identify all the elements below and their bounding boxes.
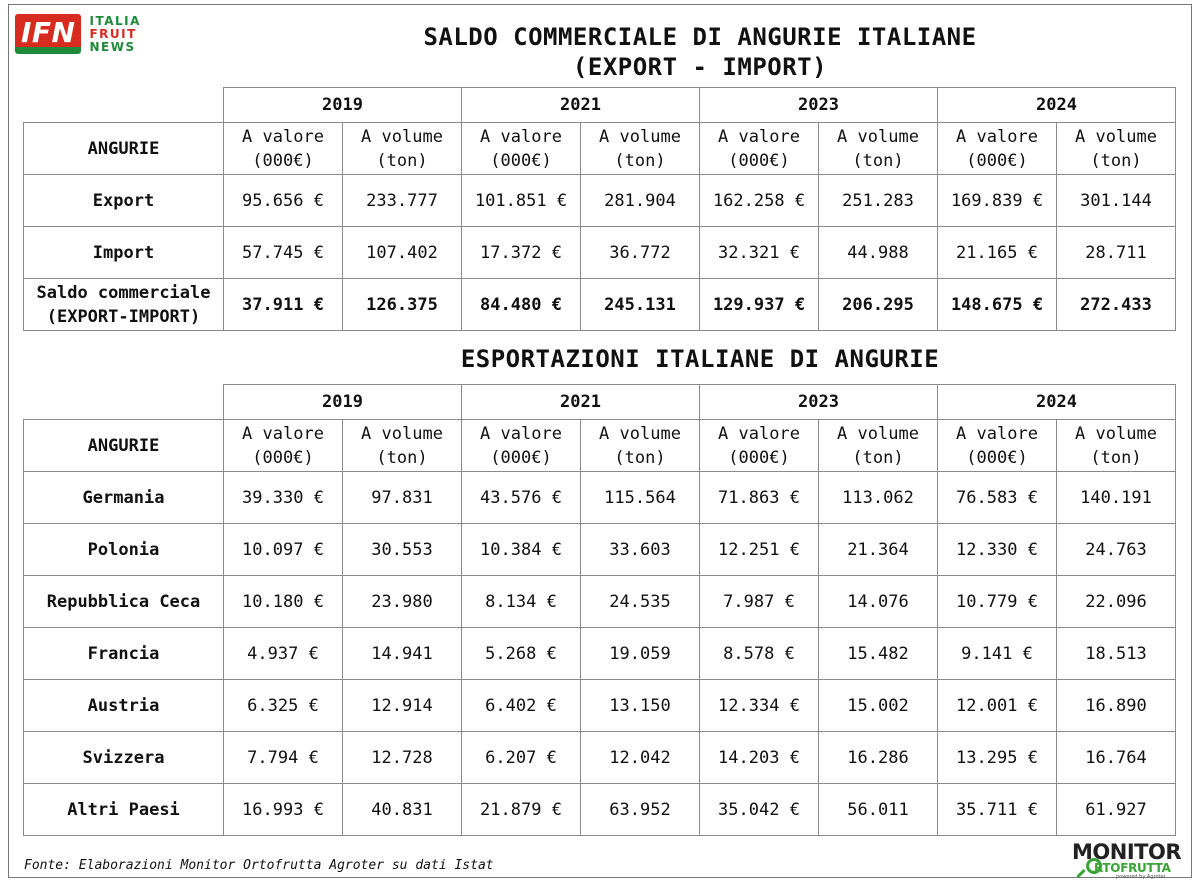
volume-cell: 24.535: [581, 576, 700, 628]
value-cell: 43.576 €: [462, 472, 581, 524]
value-cell: 76.583 €: [938, 472, 1057, 524]
monitor-logo-line3: powered by Agroter: [1116, 874, 1166, 880]
volume-cell: 33.603: [581, 524, 700, 576]
exports-by-country-table: [23, 384, 1176, 836]
value-cell: 35.042 €: [700, 784, 819, 836]
volume-cell: 21.364: [819, 524, 938, 576]
row-label: Austria: [24, 680, 224, 732]
volume-cell: 113.062: [819, 472, 938, 524]
value-cell: 148.675 €: [938, 279, 1057, 331]
trade-balance-title: [300, 22, 1100, 82]
row-label: Svizzera: [24, 732, 224, 784]
volume-header: A volume (ton): [819, 420, 938, 472]
value-cell: 6.207 €: [462, 732, 581, 784]
value-cell: 5.268 €: [462, 628, 581, 680]
measure-header-row: [24, 420, 1176, 472]
trade-balance-table: [23, 87, 1176, 331]
value-cell: 10.180 €: [224, 576, 343, 628]
value-cell: 35.711 €: [938, 784, 1057, 836]
measure-header-row: [24, 123, 1176, 175]
exports-title: ESPORTAZIONI ITALIANE DI ANGURIE: [460, 345, 940, 373]
value-cell: 101.851 €: [462, 175, 581, 227]
volume-cell: 18.513: [1057, 628, 1176, 680]
year-header: 2021: [462, 385, 700, 420]
value-cell: 9.141 €: [938, 628, 1057, 680]
table-row: [24, 472, 1176, 524]
value-cell: 12.330 €: [938, 524, 1057, 576]
volume-cell: 44.988: [819, 227, 938, 279]
value-cell: 162.258 €: [700, 175, 819, 227]
volume-cell: 126.375: [343, 279, 462, 331]
volume-cell: 272.433: [1057, 279, 1176, 331]
row-label: Saldo commerciale (EXPORT-IMPORT): [24, 279, 224, 331]
table-row: [24, 175, 1176, 227]
volume-header: A volume (ton): [581, 420, 700, 472]
volume-cell: 22.096: [1057, 576, 1176, 628]
value-cell: 10.384 €: [462, 524, 581, 576]
value-cell: 129.937 €: [700, 279, 819, 331]
year-header: 2023: [700, 88, 938, 123]
year-header: 2021: [462, 88, 700, 123]
volume-cell: 14.941: [343, 628, 462, 680]
table-row: [24, 784, 1176, 836]
volume-cell: 19.059: [581, 628, 700, 680]
value-cell: 12.001 €: [938, 680, 1057, 732]
volume-cell: 23.980: [343, 576, 462, 628]
volume-cell: 36.772: [581, 227, 700, 279]
value-cell: 21.165 €: [938, 227, 1057, 279]
value-header: A valore (000€): [462, 123, 581, 175]
ifn-logo-line1: ITALIA: [89, 13, 141, 28]
volume-cell: 56.011: [819, 784, 938, 836]
volume-cell: 16.890: [1057, 680, 1176, 732]
volume-cell: 251.283: [819, 175, 938, 227]
ifn-logo-mark: IFN: [15, 14, 81, 54]
table-row: [24, 680, 1176, 732]
monitor-ortofrutta-logo: [1072, 842, 1184, 878]
volume-cell: 61.927: [1057, 784, 1176, 836]
volume-cell: 16.764: [1057, 732, 1176, 784]
year-header: 2024: [938, 385, 1176, 420]
value-cell: 95.656 €: [224, 175, 343, 227]
monitor-logo-line2: RTOFRUTTA: [1094, 861, 1171, 875]
value-header: A valore (000€): [700, 420, 819, 472]
row-label: Francia: [24, 628, 224, 680]
row-header: ANGURIE: [24, 420, 224, 472]
value-cell: 4.937 €: [224, 628, 343, 680]
volume-cell: 30.553: [343, 524, 462, 576]
value-header: A valore (000€): [700, 123, 819, 175]
value-cell: 13.295 €: [938, 732, 1057, 784]
trade-balance-title-line2: (EXPORT - IMPORT): [572, 53, 828, 81]
monitor-logo-line1: MONITOR: [1072, 840, 1181, 864]
volume-cell: 245.131: [581, 279, 700, 331]
year-header-row: [24, 385, 1176, 420]
value-cell: 12.251 €: [700, 524, 819, 576]
table-row: [24, 628, 1176, 680]
value-header: A valore (000€): [462, 420, 581, 472]
value-cell: 16.993 €: [224, 784, 343, 836]
corner-cell: [24, 385, 224, 420]
volume-cell: 12.728: [343, 732, 462, 784]
value-cell: 8.134 €: [462, 576, 581, 628]
volume-cell: 16.286: [819, 732, 938, 784]
ifn-logo-line2: FRUIT: [89, 26, 137, 41]
volume-cell: 63.952: [581, 784, 700, 836]
value-cell: 39.330 €: [224, 472, 343, 524]
value-cell: 6.325 €: [224, 680, 343, 732]
value-cell: 169.839 €: [938, 175, 1057, 227]
value-cell: 10.779 €: [938, 576, 1057, 628]
magnifier-icon: [1086, 858, 1102, 874]
year-header: 2019: [224, 385, 462, 420]
ifn-logo: [15, 14, 141, 54]
value-cell: 21.879 €: [462, 784, 581, 836]
volume-cell: 15.482: [819, 628, 938, 680]
volume-cell: 12.042: [581, 732, 700, 784]
volume-cell: 107.402: [343, 227, 462, 279]
volume-header: A volume (ton): [819, 123, 938, 175]
ifn-logo-line3: NEWS: [89, 39, 136, 54]
value-header: A valore (000€): [224, 123, 343, 175]
value-cell: 14.203 €: [700, 732, 819, 784]
volume-cell: 40.831: [343, 784, 462, 836]
volume-cell: 14.076: [819, 576, 938, 628]
value-cell: 17.372 €: [462, 227, 581, 279]
row-label: Polonia: [24, 524, 224, 576]
volume-cell: 24.763: [1057, 524, 1176, 576]
value-header: A valore (000€): [224, 420, 343, 472]
year-header-row: [24, 88, 1176, 123]
source-note: Fonte: Elaborazioni Monitor Ortofrutta Agroter su dati Istat: [24, 858, 494, 873]
volume-cell: 140.191: [1057, 472, 1176, 524]
volume-header: A volume (ton): [343, 123, 462, 175]
row-label: Import: [24, 227, 224, 279]
volume-cell: 233.777: [343, 175, 462, 227]
volume-header: A volume (ton): [343, 420, 462, 472]
volume-cell: 28.711: [1057, 227, 1176, 279]
value-header: A valore (000€): [938, 420, 1057, 472]
value-cell: 37.911 €: [224, 279, 343, 331]
trade-balance-title-line1: SALDO COMMERCIALE DI ANGURIE ITALIANE: [423, 23, 977, 51]
row-header: ANGURIE: [24, 123, 224, 175]
value-header: A valore (000€): [938, 123, 1057, 175]
table-row: [24, 576, 1176, 628]
volume-cell: 115.564: [581, 472, 700, 524]
value-cell: 8.578 €: [700, 628, 819, 680]
row-label: Altri Paesi: [24, 784, 224, 836]
value-cell: 7.987 €: [700, 576, 819, 628]
table-row: [24, 524, 1176, 576]
value-cell: 10.097 €: [224, 524, 343, 576]
corner-cell: [24, 88, 224, 123]
row-label: Germania: [24, 472, 224, 524]
volume-cell: 97.831: [343, 472, 462, 524]
value-cell: 6.402 €: [462, 680, 581, 732]
ifn-logo-words: [89, 15, 140, 54]
volume-cell: 15.002: [819, 680, 938, 732]
value-cell: 7.794 €: [224, 732, 343, 784]
value-cell: 71.863 €: [700, 472, 819, 524]
table-row: [24, 279, 1176, 331]
volume-cell: 13.150: [581, 680, 700, 732]
value-cell: 12.334 €: [700, 680, 819, 732]
volume-cell: 12.914: [343, 680, 462, 732]
value-cell: 84.480 €: [462, 279, 581, 331]
volume-header: A volume (ton): [581, 123, 700, 175]
row-label: Repubblica Ceca: [24, 576, 224, 628]
value-cell: 57.745 €: [224, 227, 343, 279]
volume-header: A volume (ton): [1057, 420, 1176, 472]
volume-cell: 281.904: [581, 175, 700, 227]
volume-header: A volume (ton): [1057, 123, 1176, 175]
value-cell: 32.321 €: [700, 227, 819, 279]
volume-cell: 301.144: [1057, 175, 1176, 227]
year-header: 2019: [224, 88, 462, 123]
year-header: 2023: [700, 385, 938, 420]
table-row: [24, 227, 1176, 279]
year-header: 2024: [938, 88, 1176, 123]
row-label: Export: [24, 175, 224, 227]
magnifier-handle: [1076, 869, 1085, 878]
table-row: [24, 732, 1176, 784]
volume-cell: 206.295: [819, 279, 938, 331]
